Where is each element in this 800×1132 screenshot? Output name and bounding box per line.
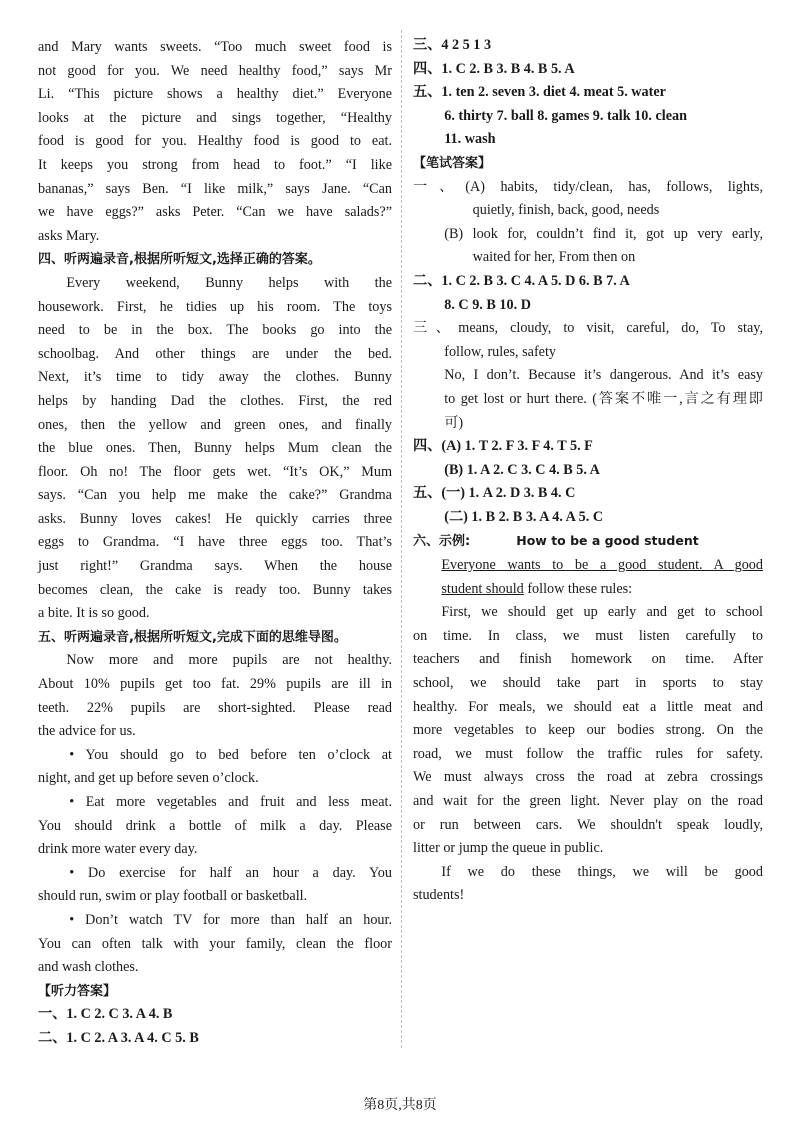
text-line: asks Mary. (38, 227, 100, 244)
written-answers-title: 【笔试答案】 (413, 155, 492, 171)
text-line: and wait for the green light. Never play on the road (413, 793, 763, 809)
answer-section-5: 五、1. ten 2. seven 3. diet 4. meat 5. water (413, 84, 666, 101)
text-line: Next, it’s time to tidy away the clothes. Bunny (38, 369, 392, 386)
section-heading-5: 五、听两遍录音,根据所听短文,完成下面的思维导图。 (38, 629, 347, 645)
advice-bullet: • You should go to bed before ten o’clock at (69, 746, 392, 763)
page-number: 第8页,共8页 (363, 1098, 437, 1113)
text-span: follow these rules: (523, 580, 633, 597)
written-3-cont: No, I don’t. Because it’s dangerous. And it’s easy (444, 367, 763, 384)
written-3: 三、means, cloudy, to visit, careful, do, To stay, (413, 320, 763, 337)
listening-answers-title: 【听力答案】 (38, 983, 117, 999)
text-line: asks. Bunny loves cakes! He quickly carries three (38, 510, 392, 527)
column-divider (401, 30, 402, 1048)
text-line: students! (413, 887, 465, 904)
bunny-story (38, 272, 392, 626)
written-1a-cont: quietly, finish, back, good, needs (472, 202, 660, 219)
answer-section-5-cont: 6. thirty 7. ball 8. games 9. talk 10. clean (444, 107, 687, 124)
written-6-label: 六、示例: (413, 534, 471, 550)
text-line (413, 578, 763, 602)
text-line: not good for you. We need healthy food,” says Mr (38, 62, 392, 79)
right-column (413, 34, 763, 908)
written-5-1: 五、(一) 1. A 2. D 3. B 4. C (413, 485, 576, 502)
text-line: just right!” Grandma says. When the house (38, 558, 392, 575)
advice-bullet: • Eat more vegetables and fruit and less meat. (69, 794, 392, 810)
essay (413, 554, 763, 908)
text-line: First, we should get up early and get to school (441, 604, 763, 621)
text-line: eggs to Grandma. “I have three eggs too. That’s (38, 534, 392, 551)
text-line: need to be in the box. The books go into the (38, 322, 392, 339)
text-line: drink more water every day. (38, 841, 198, 858)
answer-section-5-cont: 11. wash (444, 131, 496, 148)
text-line: schoolbag. And other things are under the bed. (38, 345, 392, 362)
text-line: litter or jump the queue in public. (413, 840, 604, 857)
written-2: 二、1. C 2. B 3. C 4. A 5. D 6. B 7. A (413, 272, 630, 289)
text-line: and Mary wants sweets. “Too much sweet food is (38, 39, 392, 55)
text-line: healthy. For meals, we should eat a little meat and (413, 698, 763, 715)
advice-bullet: • Do exercise for half an hour a day. You (69, 864, 392, 881)
text-line: or run between cars. We shouldn't speak loudly, (413, 816, 763, 833)
written-4a: 四、(A) 1. T 2. F 3. F 4. T 5. F (413, 438, 593, 455)
text-line: teeth. 22% pupils are short-sighted. Please read (38, 699, 392, 716)
written-3-cont: follow, rules, safety (444, 343, 556, 360)
text-line: You should drink a bottle of milk a day. Please (38, 817, 392, 834)
text-line: becomes clean, the cake is ready too. Bunny takes (38, 581, 392, 598)
text-line: It keeps you strong from head to foot.” “I like (38, 156, 392, 173)
text-line: more vegetables to keep our bodies strong. On the (413, 722, 763, 739)
left-column (38, 36, 392, 1051)
listening-answers-1: 一、1. C 2. C 3. A 4. B (38, 1006, 173, 1023)
essay-title: How to be a good student (516, 533, 699, 549)
listening-answers-2: 二、1. C 2. A 3. A 4. C 5. B (38, 1029, 199, 1046)
text-line: About 10% pupils get too fat. 29% pupils are ill in (38, 676, 392, 693)
written-6-header (413, 529, 763, 554)
text-line: night, and get up before seven o’clock. (38, 770, 259, 787)
story-paragraph-end (38, 36, 392, 248)
text-line: Li. “This picture shows a healthy diet.” Everyone (38, 86, 392, 103)
written-4b: (B) 1. A 2. C 3. C 4. B 5. A (444, 461, 600, 478)
written-5-2: (二) 1. B 2. B 3. A 4. A 5. C (444, 508, 604, 525)
text-line: the blue ones. Then, Bunny helps Mum clean the (38, 440, 392, 457)
written-2-cont: 8. C 9. B 10. D (444, 296, 531, 313)
text-line: bananas,” says Ben. “I like milk,” says Jane. “Can (38, 180, 392, 197)
text-line: should run, swim or play football or basketball. (38, 888, 308, 905)
text-line: says. “Can you help me make the cake?” Grandma (38, 487, 392, 504)
written-3-cont: to get lost or hurt there. (答案不唯一,言之有理即 (444, 390, 763, 407)
written-3-cont: 可) (444, 414, 464, 431)
text-line: school, we should take part in sports to stay (413, 675, 763, 692)
advice-bullet: • Don’t watch TV for more than half an hour. (69, 911, 392, 928)
section-heading-4: 四、听两遍录音,根据所听短文,选择正确的答案。 (38, 252, 321, 268)
text-line: If we do these things, we will be good (441, 863, 763, 880)
health-passage (38, 649, 392, 979)
text-line (413, 554, 763, 578)
underlined-sentence: student should (441, 580, 524, 597)
answer-section-4: 四、1. C 2. B 3. B 4. B 5. A (413, 60, 575, 77)
text-line: housework. First, he tidies up his room. The toys (38, 298, 392, 315)
text-line: food is good for you. Healthy food is good to eat. (38, 133, 392, 150)
answer-section-3: 三、4 2 5 1 3 (413, 37, 492, 53)
text-line: We must always cross the road at zebra crossings (413, 769, 763, 786)
written-1b: (B) look for, couldn’t find it, got up very early, (444, 225, 763, 242)
text-line: You can often talk with your family, clean the floor (38, 935, 392, 952)
text-line: on time. In class, we must listen carefully to (413, 627, 763, 644)
written-1a: 一、(A) habits, tidy/clean, has, follows, lights, (413, 178, 763, 195)
text-line: helps by handing Dad the clothes. First, the red (38, 392, 392, 409)
text-line: a bite. It is so good. (38, 605, 150, 622)
text-line: road, we must follow the traffic rules for safety. (413, 745, 763, 762)
text-line: and wash clothes. (38, 959, 139, 976)
text-line: Every weekend, Bunny helps with the (66, 274, 392, 291)
text-line: ones, then the yellow and green ones, and finally (38, 416, 392, 433)
text-line: looks at the picture and sings together, “Healthy (38, 109, 392, 126)
text-line: Now more and more pupils are not healthy. (66, 652, 392, 669)
text-line: the advice for us. (38, 723, 136, 740)
text-line: floor. Oh no! The floor gets wet. “It’s OK,” Mum (38, 463, 392, 480)
written-1b-cont: waited for her, From then on (472, 249, 636, 266)
text-line: we have eggs?” asks Peter. “Can we have salads?” (38, 204, 392, 221)
text-line: teachers and finish homework on time. After (413, 651, 763, 668)
underlined-sentence: Everyone wants to be a good student. A good (441, 557, 763, 574)
